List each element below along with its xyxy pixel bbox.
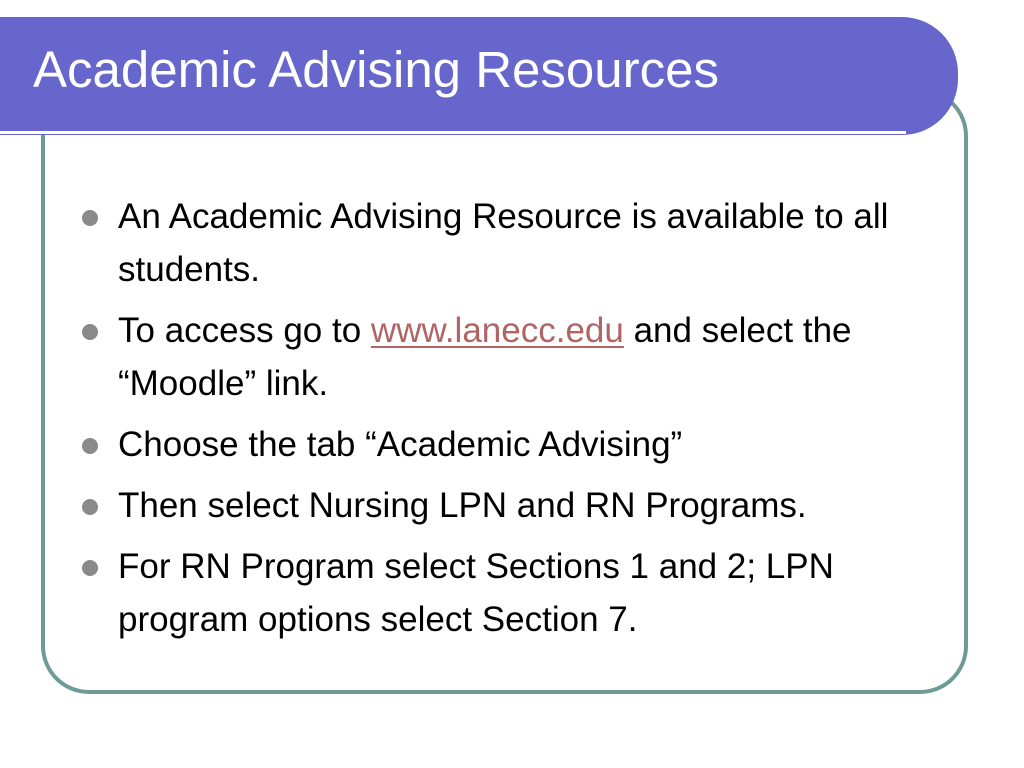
slide-title: Academic Advising Resources: [33, 41, 719, 98]
bullet-text: Then select Nursing LPN and RN Programs.: [118, 486, 807, 525]
bullet-dot-icon: [82, 560, 98, 576]
bullet-item: [82, 479, 922, 532]
bullet-item: [82, 190, 922, 296]
bullet-list: [82, 190, 922, 654]
title-divider: [0, 131, 906, 134]
bullet-text: Choose the tab “Academic Advising”: [118, 425, 683, 464]
bullet-item: [82, 540, 922, 646]
lanecc-link[interactable]: www.lanecc.edu: [370, 311, 624, 350]
bullet-item: [82, 418, 922, 471]
bullet-text: For RN Program select Sections 1 and 2; LPN program options select Section 7.: [118, 547, 834, 639]
bullet-dot-icon: [82, 324, 98, 340]
bullet-text: An Academic Advising Resource is available to all students.: [118, 197, 889, 289]
bullet-dot-icon: [82, 438, 98, 454]
bullet-dot-icon: [82, 210, 98, 226]
bullet-text-suffix: and select the “Moodle” link.: [118, 311, 852, 403]
bullet-text-prefix: To access go to: [118, 311, 371, 350]
bullet-dot-icon: [82, 499, 98, 515]
bullet-item: [82, 304, 922, 410]
